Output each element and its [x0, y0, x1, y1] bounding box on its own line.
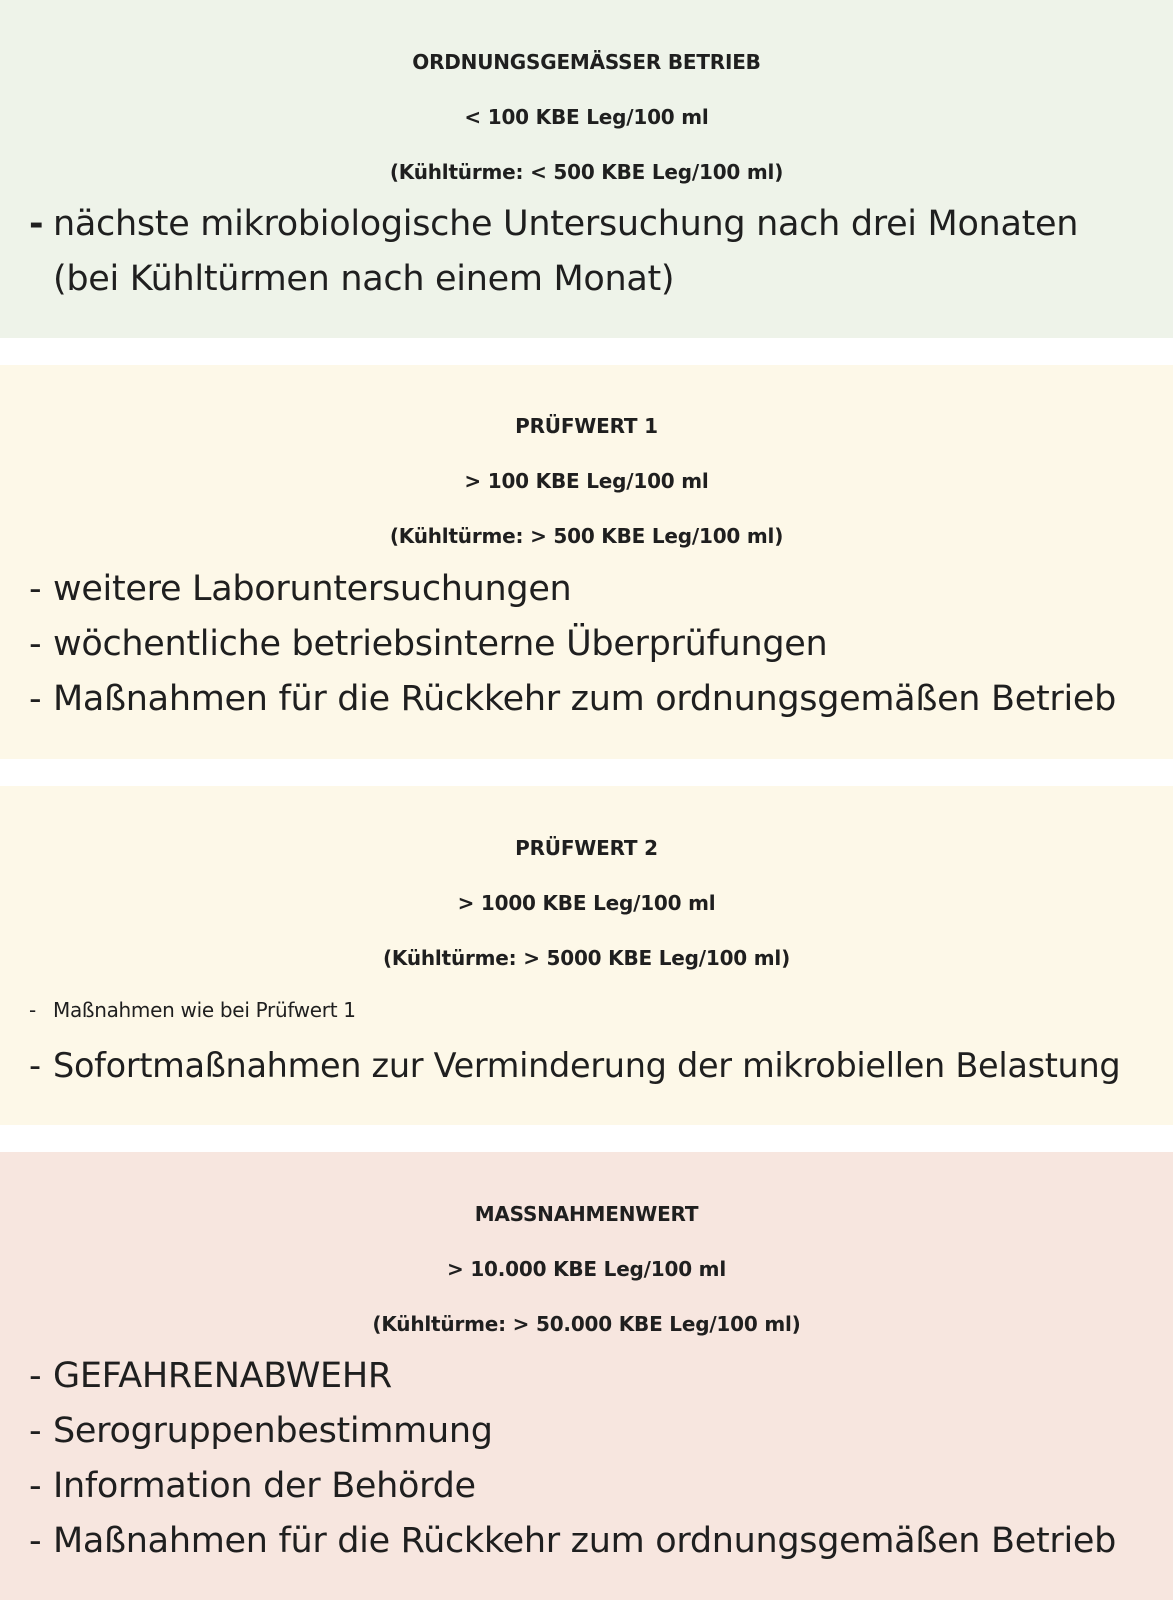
section-title: MASSNAHMENWERT — [474, 1202, 699, 1226]
bullet-spacer — [29, 252, 53, 307]
list-item — [29, 1404, 1116, 1459]
cooling-tower-value: (Kühltürme: > 500 KBE Leg/100 ml) — [389, 524, 784, 548]
bullet-dash: - — [29, 1356, 42, 1396]
measures-list — [29, 983, 1120, 1093]
bullet-dash: - — [29, 1466, 42, 1506]
bullet-dash: - — [29, 1521, 42, 1561]
cooling-tower-value: (Kühltürme: < 500 KBE Leg/100 ml) — [389, 160, 784, 184]
section-title: PRÜFWERT 2 — [515, 836, 658, 860]
list-item-text: nächste mikrobiologische Untersuchung nach drei Monaten — [53, 204, 1079, 244]
section-massnahmenwert — [0, 1152, 1173, 1600]
bullet-dash: - — [29, 679, 42, 719]
list-item-text: Maßnahmen wie bei Prüfwert 1 — [53, 998, 356, 1022]
list-item-text: Information der Behörde — [53, 1466, 476, 1506]
list-item — [29, 1349, 1116, 1404]
list-item-text: GEFAHRENABWEHR — [53, 1356, 392, 1396]
measures-list — [29, 197, 1078, 307]
list-item — [29, 983, 1120, 1038]
list-item-text: wöchentliche betriebsinterne Überprüfungen — [53, 624, 828, 664]
list-item-text: Serogruppenbestimmung — [53, 1411, 493, 1451]
bullet-dash: - — [29, 1046, 41, 1085]
section-ordnungsgemaesser-betrieb — [0, 0, 1173, 338]
list-item-text: weitere Laboruntersuchungen — [53, 569, 572, 609]
threshold-value: > 10.000 KBE Leg/100 ml — [447, 1257, 726, 1281]
bullet-dash: - — [29, 204, 44, 244]
bullet-dash: - — [29, 998, 36, 1022]
list-item — [29, 1514, 1116, 1569]
section-pruefwert-1 — [0, 365, 1173, 759]
threshold-value: < 100 KBE Leg/100 ml — [464, 105, 709, 129]
section-header — [0, 821, 1173, 986]
list-item-text: Sofortmaßnahmen zur Verminderung der mikrobiellen Belastung — [53, 1046, 1121, 1085]
measures-list — [29, 562, 1116, 727]
list-item — [29, 252, 1078, 307]
list-item-text: (bei Kühltürmen nach einem Monat) — [53, 259, 675, 299]
list-item — [29, 672, 1116, 727]
section-pruefwert-2 — [0, 786, 1173, 1125]
section-title: ORDNUNGSGEMÄSSER BETRIEB — [412, 50, 761, 74]
threshold-value: > 100 KBE Leg/100 ml — [464, 469, 709, 493]
bullet-dash: - — [29, 569, 42, 609]
section-title: PRÜFWERT 1 — [515, 414, 658, 438]
bullet-dash: - — [29, 1411, 42, 1451]
list-item — [29, 1459, 1116, 1514]
cooling-tower-value: (Kühltürme: > 5000 KBE Leg/100 ml) — [382, 946, 791, 970]
section-header — [0, 35, 1173, 200]
cooling-tower-value: (Kühltürme: > 50.000 KBE Leg/100 ml) — [372, 1312, 801, 1336]
bullet-dash: - — [29, 624, 42, 664]
measures-list — [29, 1349, 1116, 1569]
list-item-text: Maßnahmen für die Rückkehr zum ordnungsgemäßen Betrieb — [53, 679, 1117, 719]
threshold-value: > 1000 KBE Leg/100 ml — [457, 891, 716, 915]
section-header — [0, 1187, 1173, 1352]
list-item — [29, 1038, 1120, 1093]
list-item — [29, 197, 1078, 252]
list-item — [29, 617, 1116, 672]
list-item — [29, 562, 1116, 617]
section-header — [0, 399, 1173, 564]
list-item-text: Maßnahmen für die Rückkehr zum ordnungsgemäßen Betrieb — [53, 1521, 1117, 1561]
